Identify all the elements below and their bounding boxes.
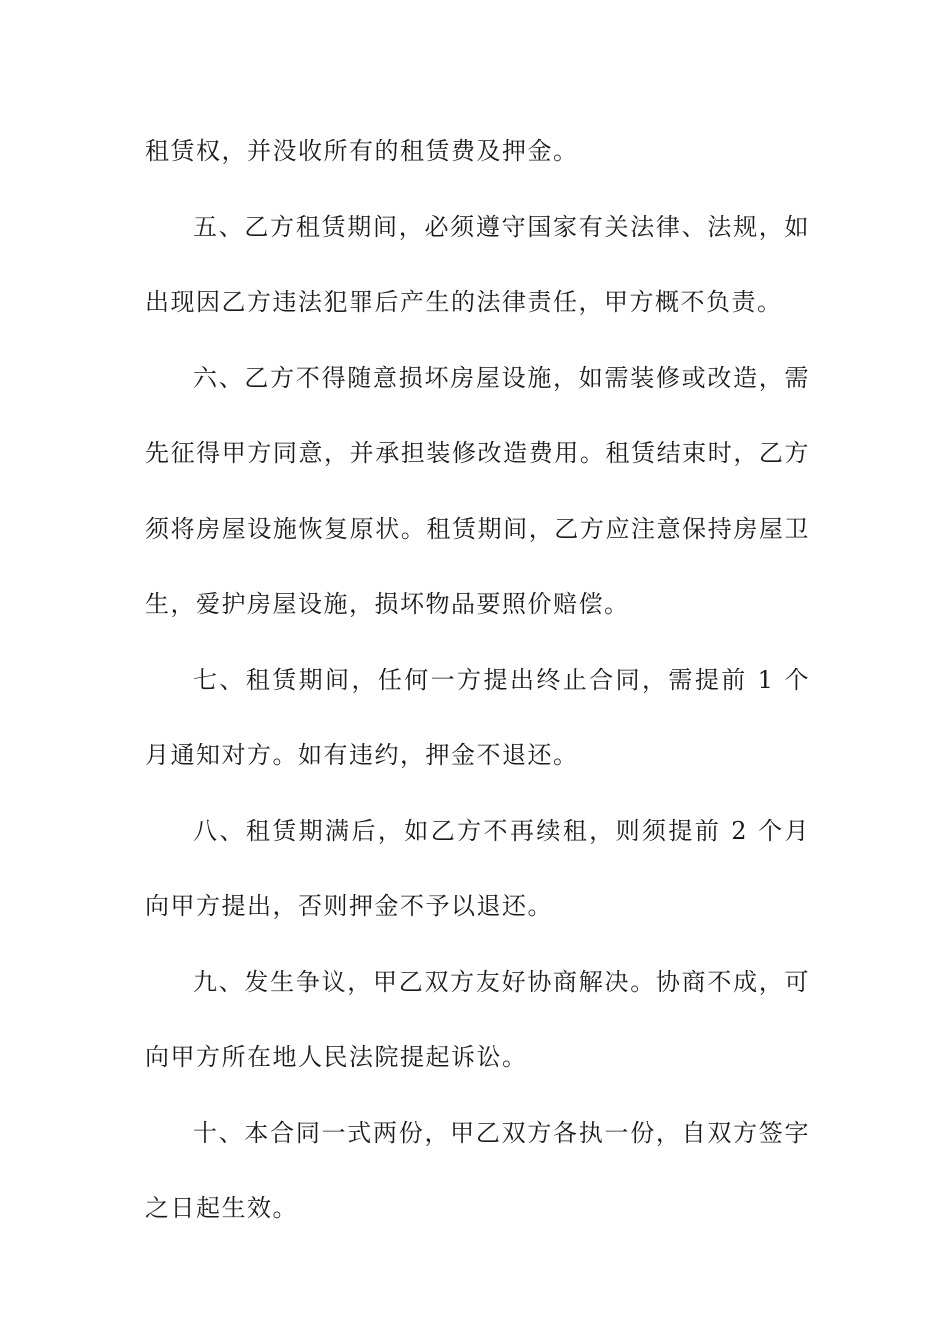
document-body <box>145 114 810 1247</box>
clause-6: 六、乙方不得随意损坏房屋设施，如需装修或改造，需先征得甲方同意，并承担装修改造费用。租赁结束时，乙方须将房屋设施恢复原状。租赁期间，乙方应注意保持房屋卫生，爱护房屋设施，损坏物品要照价赔偿。 <box>145 363 810 618</box>
clause-7: 七、租赁期间，任何一方提出终止合同，需提前 1 个月通知对方。如有违约，押金不退还。 <box>145 665 810 769</box>
clause-9: 九、发生争议，甲乙双方友好协商解决。协商不成，可向甲方所在地人民法院提起诉讼。 <box>145 967 810 1071</box>
clause-8: 八、租赁期满后，如乙方不再续租，则须提前 2 个月向甲方提出，否则押金不予以退还。 <box>145 816 810 920</box>
clause-10: 十、本合同一式两份，甲乙双方各执一份，自双方签字之日起生效。 <box>145 1118 810 1222</box>
paragraph-continuation: 租赁权，并没收所有的租赁费及押金。 <box>145 137 579 165</box>
clause-5: 五、乙方租赁期间，必须遵守国家有关法律、法规，如出现因乙方违法犯罪后产生的法律责任，甲方概不负责。 <box>145 212 810 316</box>
